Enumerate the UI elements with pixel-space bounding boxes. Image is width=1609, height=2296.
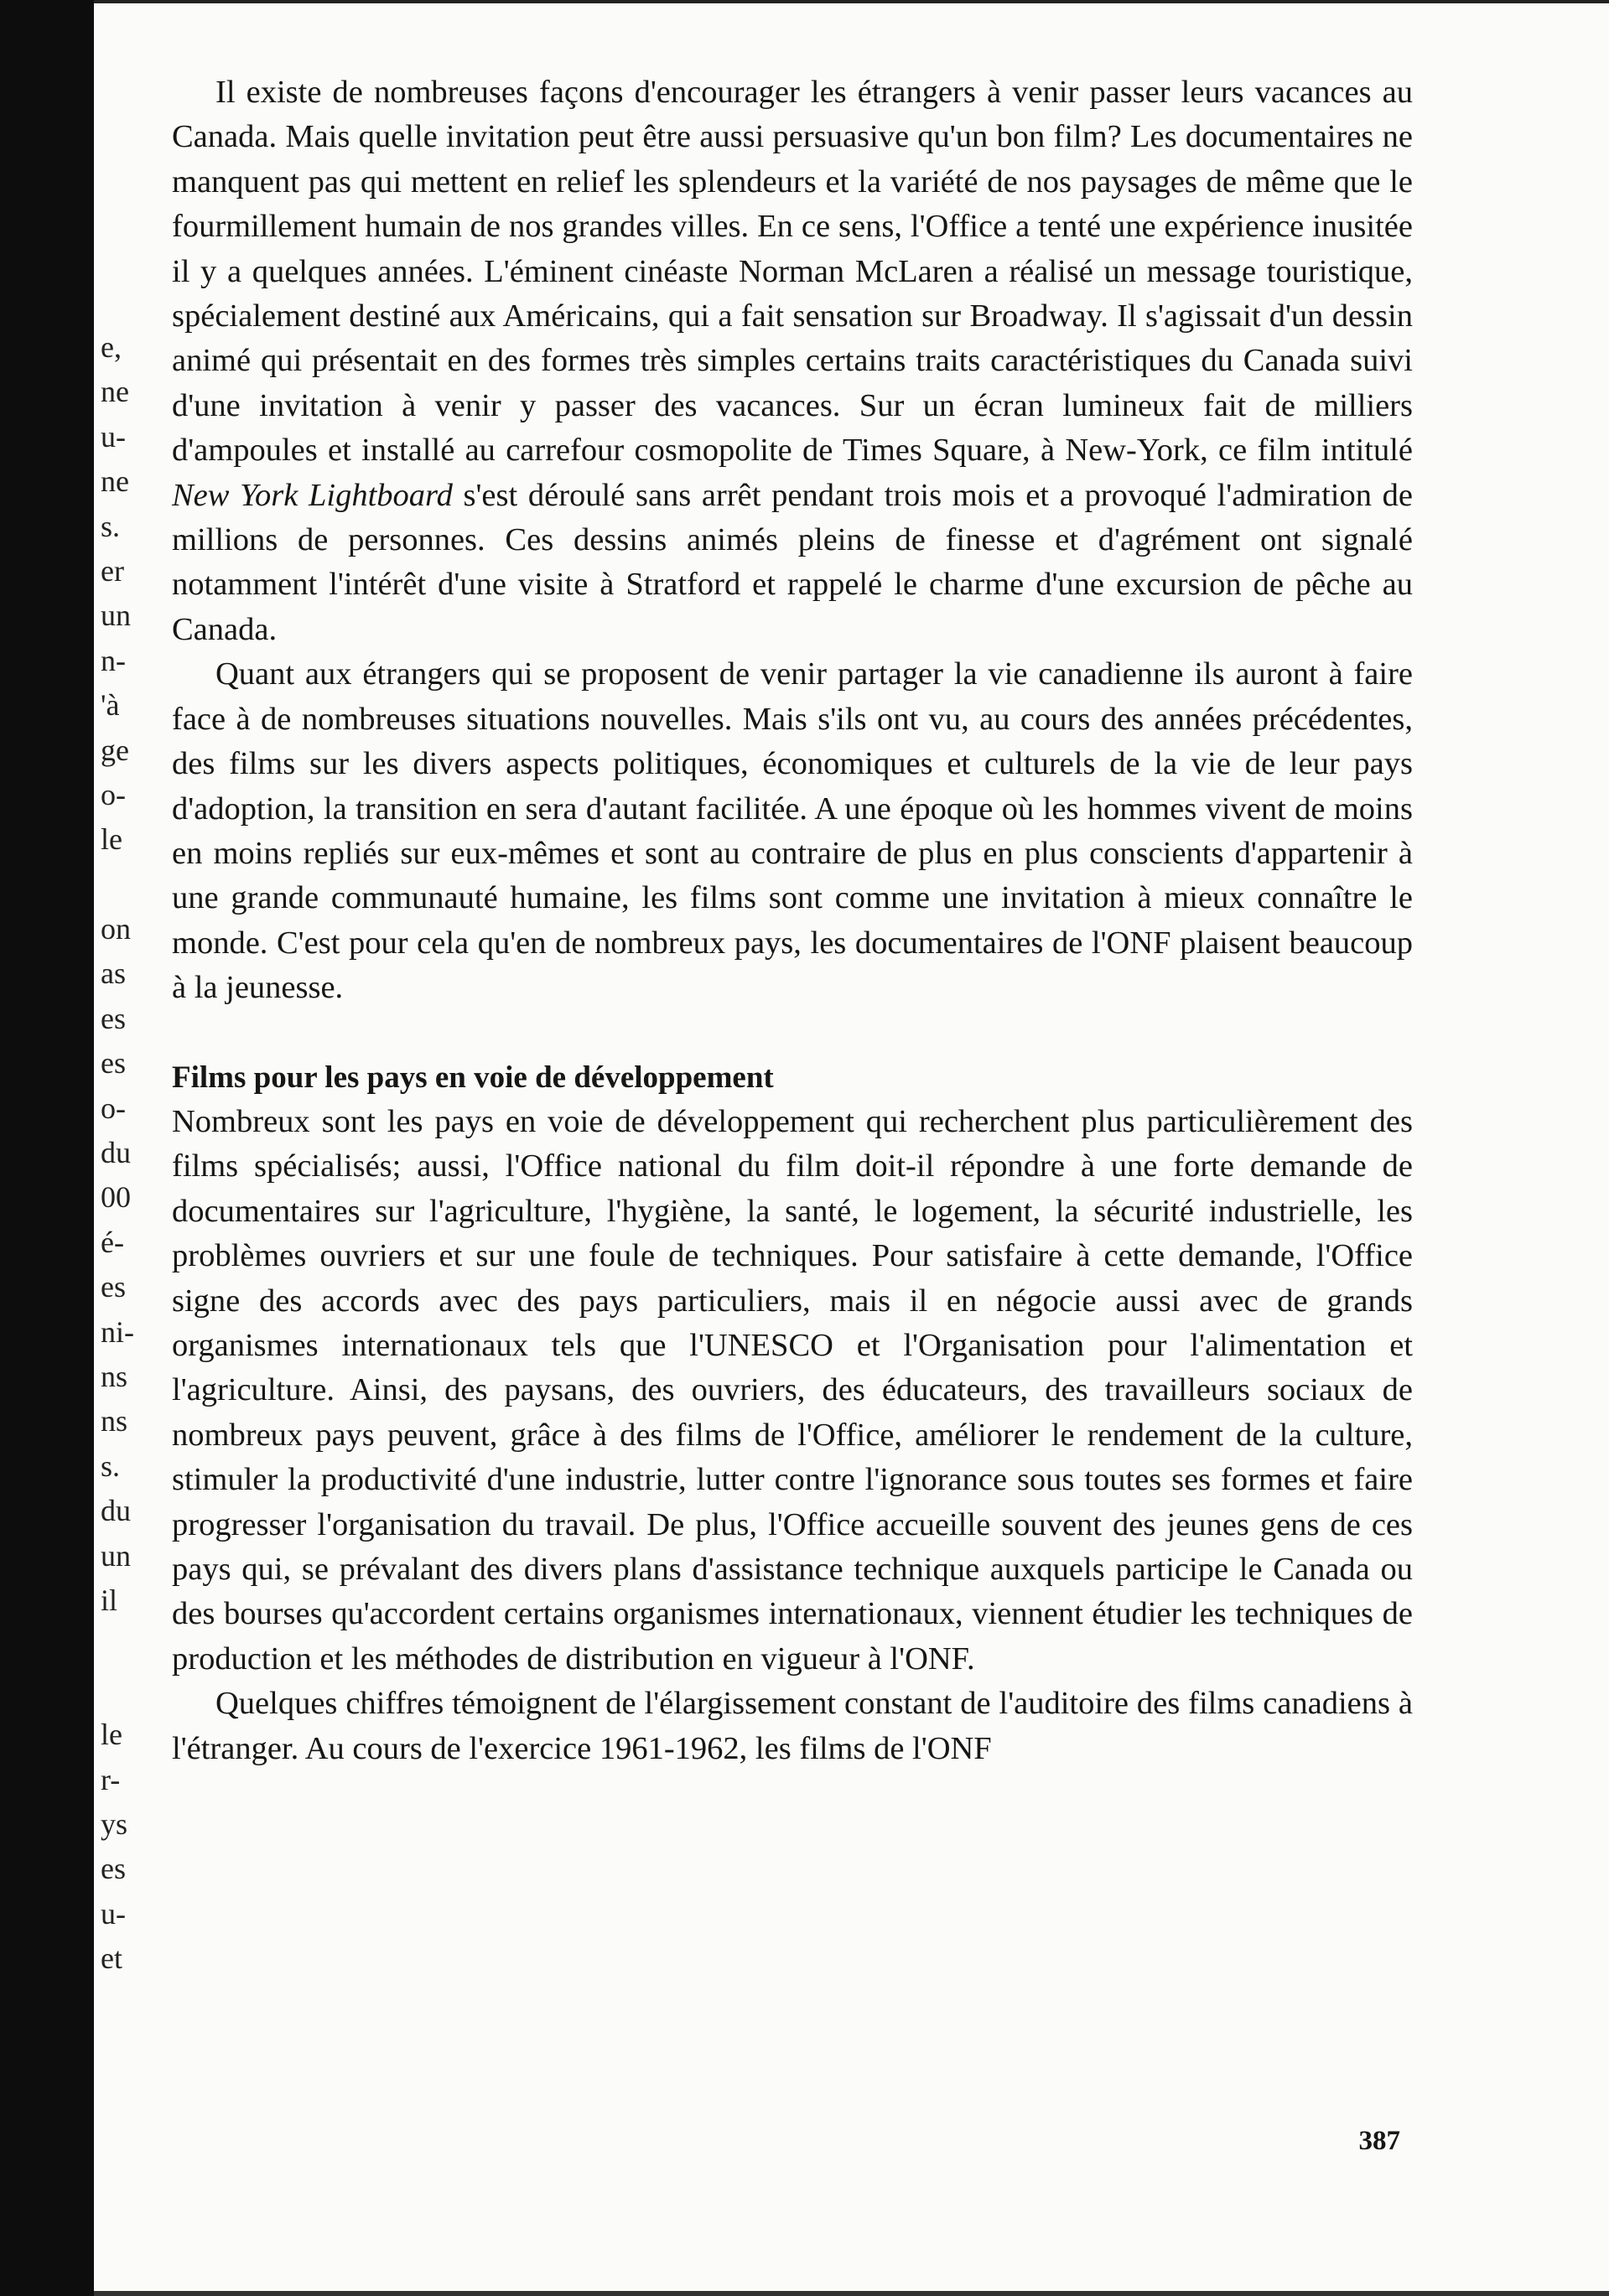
margin-fragment	[101, 1668, 141, 1713]
paragraph-developing-countries: Nombreux sont les pays en voie de développement qui recherchent plus particulièrement des films spécialisés; aussi, l'Office national du film doit-il répondre à une forte demande de documentaires sur l'agriculture, l'hygiène, la santé, le logement, la sécurité industrielle, les problèmes ouvriers et sur une foule de techniques. Pour satisfaire à cette demande, l'Office signe des accords avec des pays particuliers, mais il en négocie aussi avec de grands organismes internationaux tels que l'UNESCO et l'Organisation pour l'alimentation et l'agriculture. Ainsi, des paysans, des ouvriers, des éducateurs, des travailleurs sociaux de nombreux pays peuvent, grâce à des films de l'Office, améliorer le rendement de la culture, stimuler la productivité d'une industrie, lutter contre l'ignorance sous toutes ses formes et faire progresser l'organisation du travail. De plus, l'Office accueille souvent des jeunes gens de ces pays qui, se prévalant des divers plans d'assistance technique auxquels participe le Canada ou des bourses qu'accordent certains organismes internationaux, viennent étudier les techniques de production et les méthodes de distribution en vigueur à l'ONF.	[172, 1103, 1413, 1677]
margin-fragment: du	[101, 1136, 131, 1170]
margin-fragment: o-	[101, 1091, 126, 1125]
page-body	[172, 70, 1413, 1771]
margin-fragment: ys	[101, 1806, 128, 1841]
margin-fragment: un	[101, 1538, 131, 1573]
scan-top-edge	[94, 0, 1609, 3]
margin-fragment: o-	[101, 777, 126, 811]
margin-fragment: n-	[101, 643, 126, 677]
margin-fragment: et	[101, 1941, 122, 1976]
margin-fragment: ns	[101, 1404, 128, 1438]
margin-fragment: s.	[101, 509, 121, 543]
margin-fragment: es	[101, 1001, 126, 1035]
margin-fragment: ne	[101, 464, 129, 499]
margin-fragment: é-	[101, 1225, 124, 1259]
margin-fragment: u-	[101, 419, 126, 453]
margin-fragment: es	[101, 1046, 126, 1081]
page-number: 387	[1358, 2126, 1400, 2156]
margin-fragment: ns	[101, 1359, 128, 1393]
paragraph-tourism: Il existe de nombreuses façons d'encourager les étrangers à venir passer leurs vacances au Canada. Mais quelle invitation peut être aussi persuasive qu'un bon film? Les documentaires ne manquent pas qui mettent en relief les splendeurs et la variété de nos paysages de même que le fourmillement humain de nos grandes villes. En ce sens, l'Office a tenté une expérience inusitée il y a quelques années. L'éminent cinéaste Norman McLaren a réalisé un message touristique, spécialement destiné aux Américains, qui a fait sensation sur Broadway. Il s'agissait d'un dessin animé qui présentait en des formes très simples certains traits caractéristiques du Canada suivi d'une invitation à venir y passer des vacances. Sur un écran lumineux fait de milliers d'ampoules et installé au carrefour cosmopolite de Times Square, à New-York, ce film intitulé New York Lightboard s'est déroulé sans arrêt pendant trois mois et a provoqué l'admiration de millions de personnes. Ces dessins animés pleins de finesse et d'agrément ont signalé notamment l'intérêt d'une visite à Stratford et rappelé le charme d'une excursion de pêche au Canada.	[172, 75, 1413, 647]
margin-fragment: le	[101, 1718, 122, 1752]
margin-fragment: ni-	[101, 1314, 134, 1349]
margin-fragment: on	[101, 912, 131, 946]
margin-fragment: ge	[101, 733, 129, 767]
margin-fragment: er	[101, 553, 124, 588]
margin-fragment: le	[101, 822, 122, 857]
previous-page-fragments	[101, 325, 141, 1981]
margin-fragment: u-	[101, 1896, 126, 1931]
margin-fragment: s.	[101, 1449, 121, 1483]
margin-fragment: il	[101, 1583, 118, 1617]
paragraph-immigrants: Quant aux étrangers qui se proposent de venir partager la vie canadienne ils auront à faire face à de nombreuses situations nouvelles. Mais s'ils ont vu, au cours des années précédentes, des films sur les divers aspects politiques, économiques et culturels de la vie de leur pays d'adoption, la transition en sera d'autant facilitée. A une époque où les hommes vivent de moins en moins repliés sur eux-mêmes et sont au contraire de plus en plus conscients d'appartenir à une grande communauté humaine, les films sont comme une invitation à mieux connaître le monde. C'est pour cela qu'en de nombreux pays, les documentaires de l'ONF plaisent beaucoup à la jeunesse.	[172, 656, 1413, 1006]
margin-fragment: es	[101, 1852, 126, 1886]
margin-fragment: as	[101, 956, 126, 991]
scan-bottom-edge	[94, 2291, 1609, 2296]
scan-edge-shadow	[0, 0, 94, 2296]
paragraph-figures: Quelques chiffres témoignent de l'élargissement constant de l'auditoire des films canadiens à l'étranger. Au cours de l'exercice 1961-1962, les films de l'ONF	[172, 1686, 1413, 1766]
margin-fragment: e,	[101, 330, 122, 364]
margin-fragment: 'à	[101, 688, 120, 723]
margin-fragment: un	[101, 599, 131, 633]
margin-fragment	[101, 863, 141, 907]
margin-fragment: r-	[101, 1762, 121, 1796]
margin-fragment: du	[101, 1494, 131, 1528]
section-heading: Films pour les pays en voie de développement	[172, 1060, 774, 1095]
section-spacer	[172, 1011, 1413, 1055]
margin-fragment	[101, 1623, 141, 1667]
margin-fragment: 00	[101, 1180, 131, 1215]
margin-fragment: ne	[101, 375, 129, 409]
film-title-italic: New York Lightboard	[172, 477, 453, 513]
margin-fragment: es	[101, 1270, 126, 1304]
